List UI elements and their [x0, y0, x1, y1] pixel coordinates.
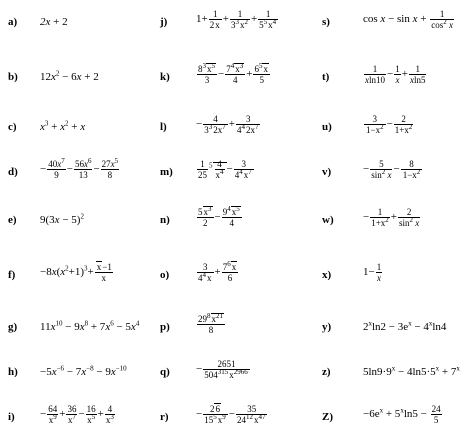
label-u: u) — [322, 121, 332, 133]
expression-l: − $\frac{4}{3^32x^7}$ + $\frac{3}{4^42x^7}$ — [196, 114, 259, 135]
label-g: g) — [8, 321, 18, 333]
label-j: j) — [160, 16, 168, 28]
expression-v: − $\frac{5}{\sin^2 x}$ − $\frac{8}{1-x^2}$ — [363, 159, 421, 180]
row-8 — [0, 359, 474, 385]
row-1 — [0, 9, 474, 35]
expression-g: $11x^{10} - 9x^8 + 7x^6 - 5x^4$ — [40, 319, 140, 333]
row-6 — [0, 260, 474, 288]
expression-y: $2^x\ln 2 - 3e^x - 4^x\ln 4$ — [363, 319, 447, 333]
label-l: l) — [160, 121, 167, 133]
expression-j: 1+ $\frac{1}{2x}$ + $\frac{1}{3^3x^2}$ + $\frac{1}{5^5x^4}$ — [196, 9, 277, 30]
label-m: m) — [160, 166, 173, 178]
label-k: k) — [160, 71, 170, 83]
expression-q: − $\frac{2651}{504^{315}x^{2966}}$ — [196, 359, 248, 380]
row-7 — [0, 312, 474, 340]
label-y: y) — [322, 321, 332, 333]
expression-e: $9(3x - 5)^2$ — [40, 212, 84, 226]
label-r: r) — [160, 411, 169, 423]
expression-Z: $-6e^x + 5^x\ln 5$ − $\frac{24}{5}$ — [363, 404, 441, 425]
label-s: s) — [322, 16, 330, 28]
label-t: t) — [322, 71, 330, 83]
expression-m: $\frac{1}{25}$ $^5$ $\frac{4}{x^4}$ − $\frac{3}{4^4x^7}$ — [198, 159, 252, 180]
row-5 — [0, 205, 474, 233]
label-i: i) — [8, 411, 15, 423]
label-n: n) — [160, 214, 170, 226]
row-4 — [0, 157, 474, 185]
expression-h: $-5x^{-6} - 7x^{-8} - 9x^{-10}$ — [40, 364, 127, 378]
expression-o: $\frac{3}{4^4x}$ + $\frac{7^6x}{6}$ — [198, 260, 237, 283]
row-2 — [0, 62, 474, 90]
row-3 — [0, 114, 474, 140]
expression-u: $\frac{3}{1-x^2}$ − $\frac{2}{1+x^2}$ — [366, 114, 413, 135]
label-e: e) — [8, 214, 17, 226]
label-a: a) — [8, 16, 18, 28]
label-w: w) — [322, 214, 334, 226]
expression-s: cos x − sin x + $\frac{1}{\cos^2 x}$ — [363, 9, 453, 30]
expression-w: − $\frac{1}{1+x^2}$ + $\frac{2}{\sin^2 x}$ — [363, 207, 420, 228]
expression-n: $\frac{5x^3}{2}$ − $\frac{9^4x^5}{4}$ — [198, 205, 240, 228]
label-p: p) — [160, 321, 170, 333]
label-h: h) — [8, 366, 18, 378]
expression-f: $-8x(x^2+1)^3+$ $\frac{x-1}{x}$ — [40, 262, 112, 283]
label-f: f) — [8, 269, 16, 281]
expression-c: $x^3 + x^2 + x$ — [40, 119, 86, 133]
label-z: z) — [322, 366, 331, 378]
expression-t: $\frac{1}{xln10}$ − $\frac{1}{x}$ + $\frac{1}{xln5}$ — [365, 64, 426, 85]
expression-d: − $\frac{40x^7}{9}$ − $\frac{56x^6}{13}$ − $\frac{27x^5}{8}$ — [40, 157, 119, 180]
label-v: v) — [322, 166, 332, 178]
expression-i: − $\frac{64}{x^9}$ + $\frac{36}{x^7}$ − $\frac{16}{x^5}$ + $\frac{4}{x^3}$ — [40, 404, 114, 425]
expression-b: $12x^2 - 6x + 2$ — [40, 69, 99, 83]
label-q: q) — [160, 366, 170, 378]
label-c: c) — [8, 121, 17, 133]
label-d: d) — [8, 166, 18, 178]
label-Z: Z) — [322, 411, 333, 423]
expression-a: 2x + 2 — [40, 16, 68, 28]
row-9 — [0, 404, 474, 430]
expression-z: $5\ln 9\cdot 9^x - 4\ln 5\cdot 5^x + 7^x$ — [363, 364, 460, 378]
expression-r: − $\frac{26}{15^5x^9}$ − $\frac{35}{24^{12}x^{47}}$ — [196, 404, 266, 425]
expression-x: 1− $\frac{1}{x}$ — [363, 262, 382, 283]
label-x: x) — [322, 269, 332, 281]
expression-p: $\frac{29^8x^{21}}{8}$ — [198, 312, 223, 335]
label-o: o) — [160, 269, 170, 281]
expression-k: $\frac{8^3x^5}{3}$ − $\frac{7^4x^3}{4}$ + $\frac{6^5x}{5}$ — [198, 62, 268, 85]
label-b: b) — [8, 71, 18, 83]
